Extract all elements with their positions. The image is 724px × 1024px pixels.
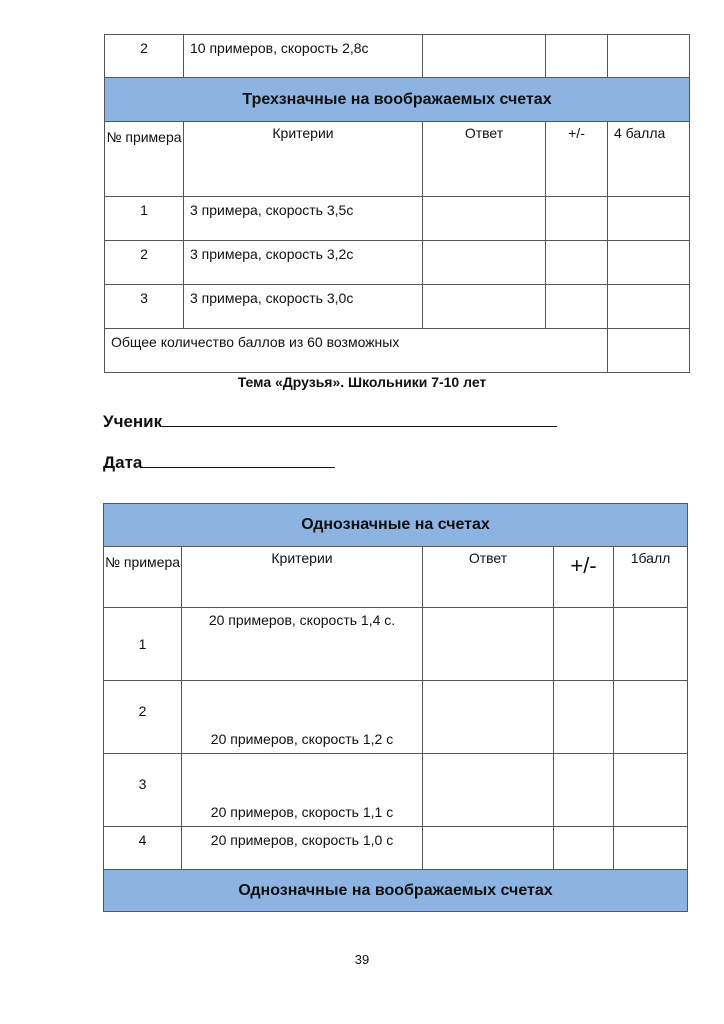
row-number: 3: [104, 754, 182, 827]
row-criteria: 3 примера, скорость 3,5с: [184, 197, 423, 241]
plusminus-cell[interactable]: [546, 285, 608, 329]
points-cell[interactable]: [614, 681, 688, 754]
date-field: [103, 451, 335, 473]
table-row: [104, 827, 688, 870]
section-title: Трехзначные на воображаемых счетах: [105, 78, 690, 122]
plusminus-cell[interactable]: [546, 35, 608, 78]
header-points: 4 балла: [608, 122, 690, 197]
header-criteria: Критерии: [184, 122, 423, 197]
table-row: [104, 608, 688, 681]
row-criteria: 20 примеров, скорость 1,0 с: [182, 827, 423, 870]
header-answer: Ответ: [423, 547, 554, 608]
points-cell[interactable]: [608, 285, 690, 329]
section-title-footer: Однозначные на воображаемых счетах: [104, 870, 688, 912]
header-answer: Ответ: [423, 122, 546, 197]
points-cell[interactable]: [614, 608, 688, 681]
answer-cell[interactable]: [423, 285, 546, 329]
student-label: Ученик: [103, 412, 163, 431]
header-number: № примера: [105, 122, 184, 197]
table-row: [105, 35, 690, 78]
table-row: [105, 285, 690, 329]
total-row: [105, 329, 690, 373]
row-criteria: 20 примеров, скорость 1,2 с: [182, 681, 423, 754]
section-title: Однозначные на счетах: [104, 504, 688, 547]
header-row: [105, 122, 690, 197]
plusminus-cell[interactable]: [554, 608, 614, 681]
row-number: 3: [105, 285, 184, 329]
plusminus-cell[interactable]: [554, 681, 614, 754]
row-number: 1: [105, 197, 184, 241]
header-number: № примера: [104, 547, 182, 608]
row-criteria: 20 примеров, скорость 1,4 с.: [182, 608, 423, 681]
header-points: 1балл: [614, 547, 688, 608]
row-criteria: 10 примеров, скорость 2,8с: [184, 35, 423, 78]
table-single-digit-abacus: [103, 503, 688, 912]
points-cell[interactable]: [608, 241, 690, 285]
row-number: 2: [105, 241, 184, 285]
row-number: 1: [104, 608, 182, 681]
row-number: 4: [104, 827, 182, 870]
plusminus-cell[interactable]: [554, 827, 614, 870]
row-criteria: 20 примеров, скорость 1,1 с: [182, 754, 423, 827]
points-cell[interactable]: [608, 197, 690, 241]
date-label: Дата: [103, 453, 143, 472]
row-number: 2: [104, 681, 182, 754]
table-row: [105, 197, 690, 241]
row-criteria: 3 примера, скорость 3,0с: [184, 285, 423, 329]
table-row: [104, 754, 688, 827]
answer-cell[interactable]: [423, 754, 554, 827]
header-criteria: Критерии: [182, 547, 423, 608]
total-points-cell[interactable]: [608, 329, 690, 373]
plusminus-cell[interactable]: [554, 754, 614, 827]
answer-cell[interactable]: [423, 827, 554, 870]
student-name-line[interactable]: [162, 410, 557, 427]
student-field: [103, 410, 557, 432]
points-cell[interactable]: [614, 754, 688, 827]
header-row: [104, 547, 688, 608]
table-row: [105, 241, 690, 285]
plusminus-cell[interactable]: [546, 197, 608, 241]
points-cell[interactable]: [608, 35, 690, 78]
answer-cell[interactable]: [423, 681, 554, 754]
plusminus-cell[interactable]: [546, 241, 608, 285]
topic-title: Тема «Друзья». Школьники 7-10 лет: [237, 374, 487, 390]
header-plusminus: +/-: [554, 547, 614, 608]
header-plusminus: +/-: [546, 122, 608, 197]
total-label: Общее количество баллов из 60 возможных: [105, 329, 608, 373]
date-line[interactable]: [142, 451, 335, 468]
answer-cell[interactable]: [423, 608, 554, 681]
answer-cell[interactable]: [423, 197, 546, 241]
page-number: 39: [354, 952, 370, 967]
answer-cell[interactable]: [423, 35, 546, 78]
row-number: 2: [105, 35, 184, 78]
table-three-digit-imaginary: [104, 34, 690, 373]
points-cell[interactable]: [614, 827, 688, 870]
answer-cell[interactable]: [423, 241, 546, 285]
row-criteria: 3 примера, скорость 3,2с: [184, 241, 423, 285]
table-row: [104, 681, 688, 754]
